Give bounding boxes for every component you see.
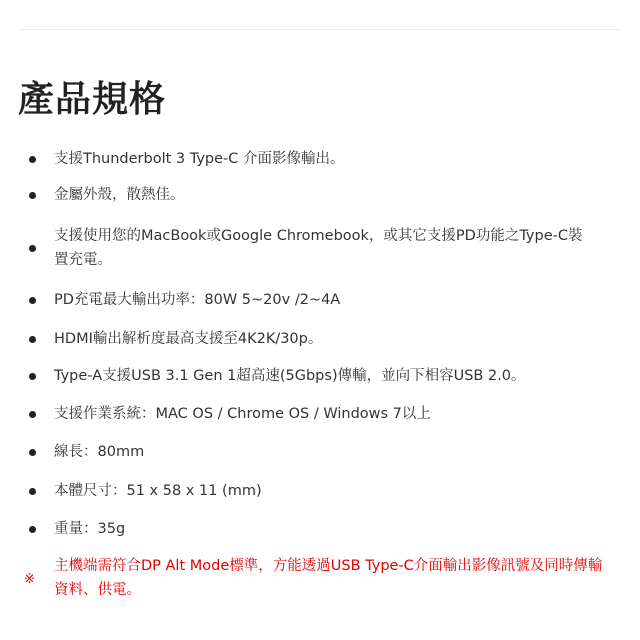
- bullet-icon: [29, 336, 36, 343]
- spec-text: 金屬外殼，散熱佳。: [54, 187, 185, 203]
- bullet-icon: [29, 297, 36, 304]
- spec-text: 重量：35g: [54, 521, 126, 537]
- spec-text: 本體尺寸：51 x 58 x 11 (mm): [54, 483, 262, 499]
- spec-text: 支援使用您的MacBook或Google Chromebook，或其它支援PD功能之Type-C裝置充電。: [54, 228, 583, 268]
- bullet-icon: [29, 373, 36, 380]
- spec-text: PD充電最大輸出功率：80W 5~20v /2~4A: [54, 292, 341, 308]
- spec-text: HDMI輸出解析度最高支援至4K2K/30p。: [54, 331, 323, 347]
- bullet-icon: [29, 245, 36, 252]
- spec-text: Type-A支援USB 3.1 Gen 1超高速(5Gbps)傳輸，並向下相容USB 2.0。: [54, 368, 526, 384]
- bullet-icon: [29, 449, 36, 456]
- bullet-icon: [29, 526, 36, 533]
- bullet-icon: [29, 192, 36, 199]
- spec-text: 支援作業系統：MAC OS / Chrome OS / Windows 7以上: [54, 406, 431, 422]
- bullet-icon: [29, 411, 36, 418]
- compatibility-note: 主機端需符合DP Alt Mode標準，方能透過USB Type-C介面輸出影像訊號及同時傳輸資料、供電。: [54, 558, 603, 598]
- top-divider: [20, 29, 620, 30]
- reference-mark-icon: ※: [24, 572, 35, 587]
- page-title: 產品規格: [18, 79, 167, 120]
- spec-text: 支援Thunderbolt 3 Type-C 介面影像輸出。: [54, 151, 345, 167]
- bullet-icon: [29, 488, 36, 495]
- spec-text: 線長：80mm: [54, 444, 145, 460]
- bullet-icon: [29, 156, 36, 163]
